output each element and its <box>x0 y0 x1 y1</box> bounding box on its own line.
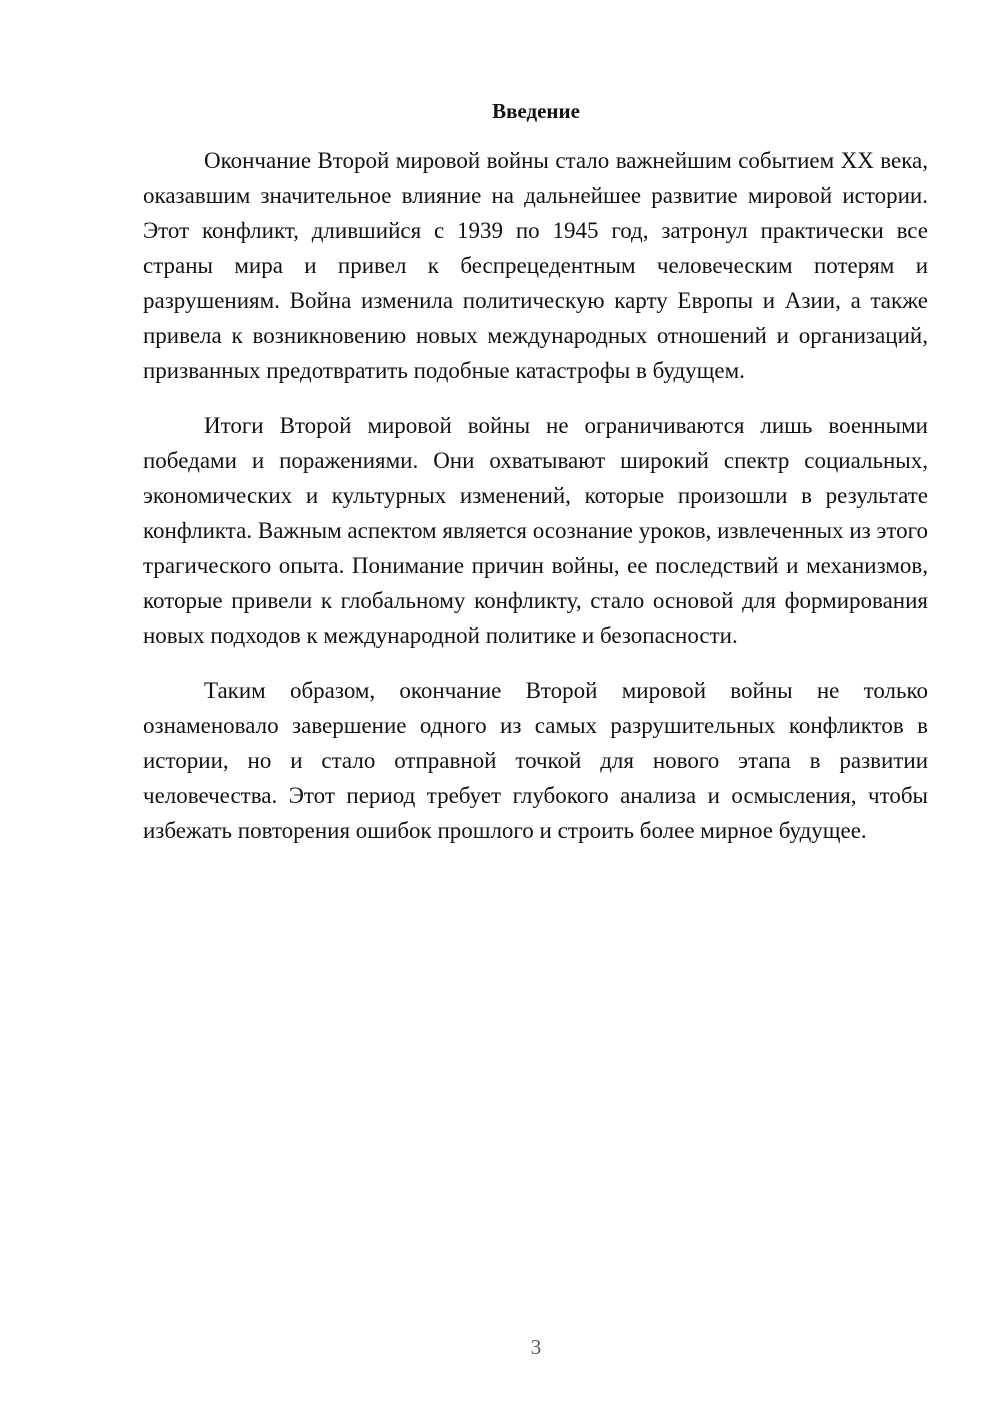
body-text <box>143 143 928 868</box>
section-heading: Введение <box>492 99 580 123</box>
page-number: 3 <box>530 1335 542 1359</box>
paragraph-3: Таким образом, окончание Второй мировой войны не только ознаменовало завершение одного из самых разрушительных конфликтов в истории, но и стало отправной точкой для нового этапа в развитии человечества. Этот период требует глубокого анализа и осмысления, чтобы избежать повторения ошибок прошлого и строить более мирное будущее. <box>143 678 928 843</box>
paragraph-2: Итоги Второй мировой войны не ограничиваются лишь военными победами и поражениями. Они охватывают широкий спектр социальных, экономических и культурных изменений, которые произошли в результате конфликта. Важным аспектом является осознание уроков, извлеченных из этого трагического опыта. Понимание причин войны, ее последствий и механизмов, которые привели к глобальному конфликту, стало основой для формирования новых подходов к международной политике и безопасности. <box>143 413 928 648</box>
paragraph-1: Окончание Второй мировой войны стало важнейшим событием XX века, оказавшим значительное влияние на дальнейшее развитие мировой истории. Этот конфликт, длившийся с 1939 по 1945 год, затронул практически все страны мира и привел к беспрецедентным человеческим потерям и разрушениям. Война изменила политическую карту Европы и Азии, а также привела к возникновению новых международных отношений и организаций, призванных предотвратить подобные катастрофы в будущем. <box>143 148 928 383</box>
